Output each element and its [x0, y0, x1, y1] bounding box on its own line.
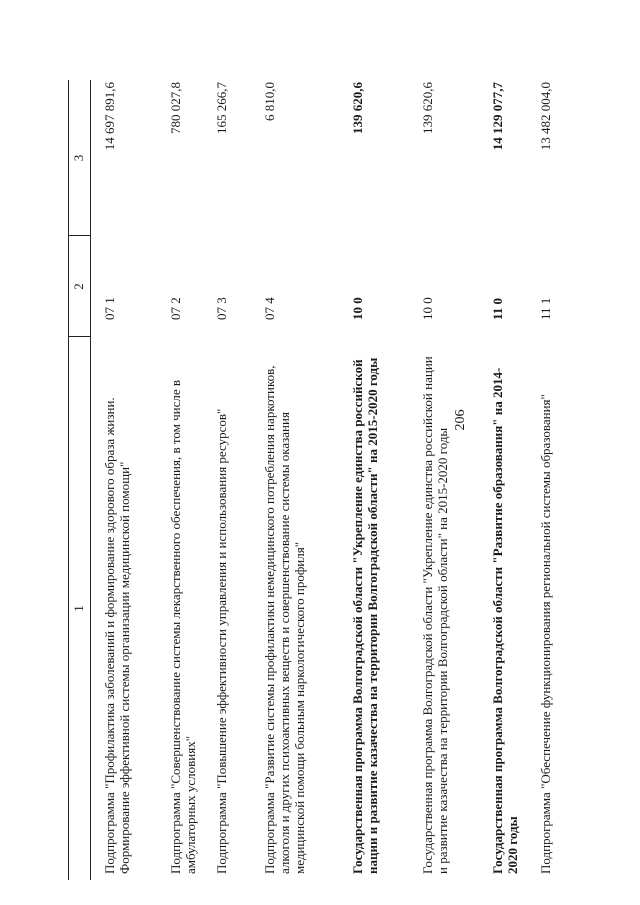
row-value: 14 697 891,6: [102, 82, 117, 151]
header-col-3: 3: [71, 154, 86, 162]
row-value: 14 129 077,7: [490, 82, 505, 151]
row-name: Подпрограмма "Совершенствование системы лекарственного обеспечения, в том числе в амбулаторных условиях": [168, 380, 198, 874]
row-code: 07 3: [214, 297, 229, 320]
row-name: Подпрограмма "Развитие системы профилактики немедицинского потребления наркотиков, алкоголя и других психоактивных веществ и совершенствование системы оказания медицинской помощи больным наркологического профиля": [262, 365, 307, 874]
header-bottom-rule: [90, 80, 91, 880]
row-value: 13 482 004,0: [538, 82, 553, 151]
row-code: 07 2: [168, 297, 183, 320]
row-name: Государственная программа Волгоградской области "Развитие образования" на 2014-2020 годы: [490, 367, 520, 874]
row-name: Подпрограмма "Повышение эффективности управления и использования ресурсов": [214, 408, 229, 874]
row-name: Подпрограмма "Обеспечение функционирования региональной системы образования": [538, 394, 553, 874]
row-value: 165 266,7: [214, 82, 229, 134]
row-code: 10 0: [350, 297, 365, 320]
header-col-1: 1: [71, 605, 86, 612]
row-code: 07 1: [102, 297, 117, 320]
header-col-2: 2: [71, 283, 86, 290]
row-code: 11 1: [538, 297, 553, 320]
row-value: 780 027,8: [168, 82, 183, 134]
row-value: 139 620,6: [350, 82, 365, 134]
row-name: Государственная программа Волгоградской области "Укрепление единства российской нации и развитие казачества на территории Волгоградской области" на 2015-2020 годы: [420, 356, 450, 874]
budget-table: [68, 80, 588, 880]
row-name: Государственная программа Волгоградской области "Укрепление единства российской нации и развитие казачества на территории Волгоградской области" на 2015-2020 годы: [350, 357, 380, 874]
row-name: Подпрограмма "Профилактика заболеваний и формирование здорового образа жизни. Формирование эффективной системы организации медицинской помощи": [102, 397, 132, 874]
row-code: 11 0: [490, 297, 505, 320]
row-value: 6 810,0: [262, 82, 277, 121]
row-code: 10 0: [420, 297, 435, 320]
row-value: 139 620,6: [420, 82, 435, 134]
row-code: 07 4: [262, 297, 277, 320]
page-number: 206: [453, 409, 468, 431]
